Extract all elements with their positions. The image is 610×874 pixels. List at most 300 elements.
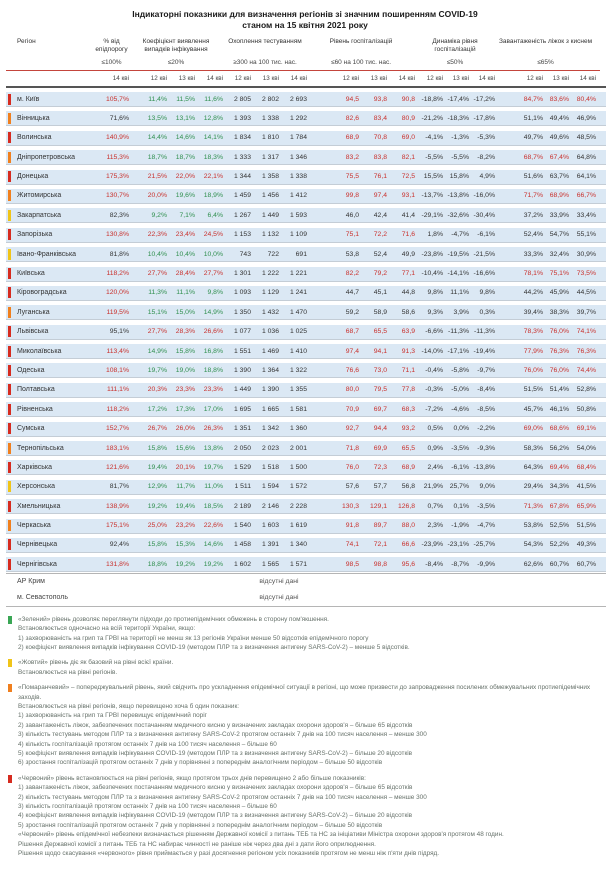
legend-line: 5) коефіцієнт виявлення випадків інфікування COVID-19 (методом ПЛР та з визначення антигену SARS-CoV-2) – більше 20 відсотків [18, 750, 413, 758]
region-name: Черкаська [17, 522, 51, 530]
value-cell: 1 132 [261, 231, 279, 239]
value-cell: 64,8% [576, 153, 596, 161]
level-marker [8, 287, 11, 298]
value-cell: 11,4% [148, 95, 167, 103]
level-marker [8, 501, 11, 512]
header-group-title: % від епідпорогу [95, 38, 128, 53]
region-name: Вінницька [17, 114, 50, 122]
value-cell: 98,8 [373, 560, 387, 568]
legend-line: 3) кількість тестувань методом ПЛР та з визначення антигену SARS-CoV-2 протягом останніх 7 днів на 100 тисяч населення – менше 300 [18, 731, 427, 739]
value-cell: 51,5% [576, 522, 596, 530]
value-cell: 63,7% [549, 173, 569, 181]
header-dates [6, 75, 610, 86]
no-data-row [6, 590, 610, 606]
value-cell: 76,0% [549, 366, 569, 374]
legend-level-marker [8, 775, 12, 783]
table-row-bar [6, 170, 606, 185]
region-name: Кіровоградська [17, 289, 67, 297]
value-cell: 93,8 [373, 95, 387, 103]
table-row [6, 282, 610, 301]
value-cell: 25,7% [449, 483, 469, 491]
value-cell: 74,4% [576, 366, 596, 374]
value-cell: 1 358 [261, 173, 279, 181]
region-name: Житомирська [17, 192, 62, 200]
value-cell: 1 221 [289, 270, 307, 278]
value-cell: 118,2% [106, 405, 129, 413]
value-cell: 77,8 [401, 386, 415, 394]
table-row [6, 418, 610, 437]
value-cell: 51,5% [523, 386, 543, 394]
value-cell: 94,5 [345, 95, 359, 103]
value-cell: 1 459 [233, 192, 251, 200]
value-cell: 71,6% [109, 114, 129, 122]
table-row-bar [6, 460, 606, 475]
value-cell: 72,3 [373, 463, 387, 471]
level-marker [8, 152, 11, 163]
value-cell: 131,8% [105, 560, 129, 568]
region-name: Закарпатська [17, 211, 62, 219]
value-cell: -23,9% [421, 541, 443, 549]
region-name: Миколаївська [17, 347, 62, 355]
value-cell: 71,6 [401, 231, 415, 239]
level-marker [8, 346, 11, 357]
value-cell: -13,8% [447, 192, 469, 200]
no-data-rows [6, 574, 610, 606]
value-cell: 1 410 [289, 347, 307, 355]
value-cell: -4,7% [477, 522, 495, 530]
value-cell: 23,3% [175, 386, 195, 394]
table-row-bar [6, 111, 606, 126]
value-cell: 80,4% [576, 95, 596, 103]
table-row [6, 127, 610, 146]
value-cell: 21,9% [423, 483, 443, 491]
value-cell: 13,5% [147, 114, 167, 122]
value-cell: 1 301 [233, 270, 251, 278]
value-cell: 722 [267, 250, 279, 258]
value-cell: 175,3% [105, 173, 129, 181]
value-cell: 1 109 [289, 231, 307, 239]
table-row [6, 534, 610, 553]
value-cell: 105,7% [105, 95, 129, 103]
table-row [6, 204, 610, 223]
header-date-cell: 12 кві [526, 75, 543, 82]
value-cell: 51,4% [549, 386, 569, 394]
table-row-bar [6, 363, 606, 378]
value-cell: 76,3% [549, 347, 569, 355]
legend-block [8, 683, 600, 768]
value-cell: 33,4% [576, 211, 596, 219]
table-row-bar [6, 92, 606, 107]
value-cell: 1 153 [233, 231, 251, 239]
header-group-title: Завантаженість ліжок з киснем [498, 38, 593, 45]
level-marker [8, 462, 11, 473]
header-date-cell: 14 кві [112, 75, 129, 82]
value-cell: 130,3 [341, 502, 359, 510]
table-row [6, 553, 610, 572]
value-cell: 1 360 [289, 425, 307, 433]
value-cell: -16,6% [473, 270, 495, 278]
level-marker [8, 404, 11, 415]
region-cell [6, 190, 94, 201]
value-cell: 22,6% [203, 522, 223, 530]
value-cell: 1,8% [427, 231, 443, 239]
level-marker [8, 94, 11, 105]
value-cell: 11,1% [450, 289, 469, 297]
value-cell: 69,0% [523, 425, 543, 433]
header-date-cell: 12 кві [342, 75, 359, 82]
legend-level-marker [8, 659, 12, 667]
value-cell: 76,0 [345, 463, 359, 471]
region-name: Дніпропетровська [17, 153, 76, 161]
region-cell [6, 113, 94, 124]
level-marker [8, 384, 11, 395]
no-data-divider-bottom [6, 606, 606, 607]
value-cell: -4,7% [451, 231, 469, 239]
value-cell: 0,0% [453, 425, 469, 433]
region-name: Івано-Франківська [17, 250, 77, 258]
region-cell [6, 94, 94, 105]
value-cell: -9,9% [477, 560, 495, 568]
value-cell: 84,7% [523, 95, 543, 103]
value-cell: 46,1% [549, 405, 569, 413]
region-name: Харківська [17, 463, 52, 471]
level-marker [8, 190, 11, 201]
value-cell: 74,1% [576, 328, 596, 336]
value-cell: 1 619 [289, 522, 307, 530]
value-cell: -0,4% [425, 366, 443, 374]
legend-line: «Зелений» рівень дозволяє переглянути підходи до протиепідемічних обмежень в сторону пом'якшення. [18, 615, 329, 623]
region-cell [6, 404, 94, 415]
value-cell: 83,6% [549, 95, 569, 103]
value-cell: 1 317 [261, 153, 279, 161]
region-cell [6, 365, 94, 376]
no-data-row [6, 574, 610, 590]
value-cell: -3,5% [477, 502, 495, 510]
level-marker [8, 481, 11, 492]
value-cell: 49,3% [576, 541, 596, 549]
value-cell: 1 695 [233, 405, 251, 413]
value-cell: -18,3% [447, 114, 469, 122]
table-row [6, 107, 610, 126]
value-cell: 2 050 [233, 444, 251, 452]
value-cell: -32,6% [447, 211, 469, 219]
value-cell: -23,8% [421, 250, 443, 258]
value-cell: -6,1% [477, 231, 495, 239]
value-cell: 1 338 [261, 114, 279, 122]
value-cell: 13,8% [203, 444, 223, 452]
value-cell: 71,7% [523, 192, 543, 200]
value-cell: 72,5 [401, 173, 415, 181]
value-cell: -17,2% [473, 95, 495, 103]
value-cell: 9,8% [207, 289, 223, 297]
value-cell: 37,2% [523, 211, 543, 219]
value-cell: 94,4 [373, 425, 387, 433]
value-cell: -13,8% [473, 463, 495, 471]
region-cell [6, 326, 94, 337]
value-cell: 26,7% [147, 425, 167, 433]
value-cell: 42,4 [373, 211, 387, 219]
legend-line: 4) коефіцієнт виявлення випадків інфікування COVID-19 (методом ПЛР та з визначення антигену SARS-CoV-2) – більше 20 відсотків [18, 812, 413, 820]
value-cell: 46,9% [576, 114, 596, 122]
value-cell: 21,5% [147, 173, 167, 181]
value-cell: 73,0 [373, 366, 387, 374]
region-name: Донецька [17, 173, 49, 181]
value-cell: 14,9% [147, 347, 167, 355]
value-cell: 77,1 [401, 270, 415, 278]
value-cell: 44,8 [401, 289, 415, 297]
value-cell: 93,1 [401, 192, 415, 200]
value-cell: 38,3% [549, 308, 569, 316]
value-cell: 3,9% [453, 308, 469, 316]
value-cell: 9,8% [479, 289, 495, 297]
legend-block [8, 774, 600, 859]
value-cell: 28,4% [175, 270, 195, 278]
value-cell: 90,8 [401, 95, 415, 103]
value-cell: 130,7% [105, 192, 129, 200]
level-marker [8, 268, 11, 279]
level-marker [8, 539, 11, 550]
region-name: Тернопільська [17, 444, 64, 452]
value-cell: -8,5% [477, 405, 495, 413]
value-cell: -6,6% [425, 328, 443, 336]
value-cell: 2,3% [427, 522, 443, 530]
value-cell: 95,1% [109, 328, 129, 336]
value-cell: 1 241 [289, 289, 307, 297]
value-cell: 52,8% [576, 386, 596, 394]
value-cell: -11,3% [447, 328, 469, 336]
value-cell: 1 093 [233, 289, 251, 297]
table-row-bar [6, 499, 606, 514]
value-cell: 22,3% [147, 231, 167, 239]
header-group-title: Охоплення тестуванням [228, 38, 302, 45]
value-cell: 1 344 [233, 173, 251, 181]
region-name: Полтавська [17, 386, 55, 394]
value-cell: 71,1 [401, 366, 415, 374]
value-cell: 1 602 [233, 560, 251, 568]
value-cell: 113,4% [106, 347, 129, 355]
page-title [0, 9, 610, 31]
value-cell: 20,1% [175, 463, 195, 471]
no-data-note: відсутні дані [259, 594, 299, 602]
region-name: м. Київ [17, 95, 40, 103]
table-row-bar [6, 325, 606, 340]
indicators-table [0, 38, 610, 607]
legend-line: 6) зростання госпіталізацій протягом останніх 7 днів у порівнянні з попереднім аналогічним періодом – більше 50 відсотків [18, 759, 383, 767]
table-row [6, 340, 610, 359]
table-row [6, 301, 610, 320]
value-cell: 26,0% [175, 425, 195, 433]
value-cell: 19,2% [147, 502, 167, 510]
value-cell: 1 390 [261, 386, 279, 394]
header-date-cell: 13 кві [178, 75, 195, 82]
header-thresholds [6, 59, 610, 66]
value-cell: 60,7% [576, 560, 596, 568]
value-cell: 14,6% [203, 541, 223, 549]
table-row [6, 456, 610, 475]
value-cell: 1 393 [233, 114, 251, 122]
value-cell: 743 [239, 250, 251, 258]
value-cell: 41,5% [576, 483, 596, 491]
value-cell: 48,5% [576, 134, 596, 142]
value-cell: 6,4% [207, 211, 223, 219]
value-cell: -19,5% [447, 250, 469, 258]
region-name: Одеська [17, 366, 45, 374]
legend-line: 1) завантаженість ліжок, забезпечених постачанням медичного кисню у визначених закладах охорони здоров'я – більше 65 відсотків [18, 784, 413, 792]
region-cell [6, 268, 94, 279]
value-cell: 1 036 [261, 328, 279, 336]
value-cell: 14,6% [175, 134, 195, 142]
value-cell: 18,7% [147, 153, 167, 161]
value-cell: 88,0 [401, 522, 415, 530]
value-cell: 2 802 [261, 95, 279, 103]
value-cell: 33,9% [549, 211, 569, 219]
value-cell: 30,9% [576, 250, 596, 258]
value-cell: 18,7% [175, 153, 195, 161]
value-cell: 52,5% [549, 522, 569, 530]
value-cell: 27,7% [147, 270, 167, 278]
value-cell: 68,9 [345, 134, 359, 142]
value-cell: 15,3% [175, 541, 195, 549]
value-cell: 45,9% [549, 289, 569, 297]
value-cell: 17,3% [175, 405, 195, 413]
value-cell: 15,5% [423, 173, 443, 181]
value-cell: 49,4% [549, 114, 569, 122]
value-cell: 1 340 [289, 541, 307, 549]
value-cell: 1 810 [261, 134, 279, 142]
table-body [6, 88, 610, 573]
value-cell: 1 518 [261, 463, 279, 471]
value-cell: 129,1 [369, 502, 387, 510]
header-date-cell: 12 кві [150, 75, 167, 82]
value-cell: 52,2% [549, 541, 569, 549]
legend-line: «Червоний» рівень встановлюється на рівні регіонів, якщо протягом трьох днів перевищено 2 або більше показників: [18, 774, 366, 782]
value-cell: 68,7 [345, 328, 359, 336]
table-row [6, 263, 610, 282]
value-cell: 1 342 [261, 425, 279, 433]
value-cell: 1 222 [261, 270, 279, 278]
legend-line: 4) кількість госпіталізацій протягом останніх 7 днів на 100 тисяч населення – більше 60 [18, 740, 277, 748]
value-cell: 75,1% [549, 270, 569, 278]
threshold-underline [6, 70, 600, 71]
header-group-title: Рівень госпіталізацій [329, 38, 393, 45]
region-cell [6, 229, 94, 240]
value-cell: 78,1% [523, 270, 543, 278]
value-cell: 68,6% [549, 425, 569, 433]
value-cell: 75,5 [345, 173, 359, 181]
region-cell [6, 152, 94, 163]
value-cell: 15,8% [449, 173, 469, 181]
legend-line: «Помаранчевий» – попереджувальний рівень, який свідчить про ускладнення епідемічної ситуації в регіоні, що може призвести до запровадження посилених обмежувальних протиепідемічних заходів. [18, 684, 591, 701]
value-cell: -1,9% [451, 522, 469, 530]
value-cell: 1 346 [289, 153, 307, 161]
legend-line: Встановлюється одночасно на всій території України, якщо: [18, 625, 196, 633]
value-cell: 1 500 [289, 463, 307, 471]
value-cell: 1 540 [233, 522, 251, 530]
value-cell: -18,8% [421, 95, 443, 103]
value-cell: 14,1% [203, 134, 223, 142]
value-cell: 68,9 [401, 463, 415, 471]
table-row-bar [6, 422, 606, 437]
value-cell: 26,6% [203, 328, 223, 336]
value-cell: 1 025 [289, 328, 307, 336]
level-marker [8, 443, 11, 454]
value-cell: 19,2% [175, 560, 195, 568]
value-cell: 70,9 [345, 405, 359, 413]
header-date-cell: 14 кві [290, 75, 307, 82]
region-cell [6, 132, 94, 143]
value-cell: 15,8% [175, 347, 195, 355]
header-date-cell: 13 кві [552, 75, 569, 82]
header-date-cell: 12 кві [426, 75, 443, 82]
value-cell: 2 228 [289, 502, 307, 510]
value-cell: 19,0% [175, 366, 195, 374]
value-cell: 89,7 [373, 522, 387, 530]
level-marker [8, 171, 11, 182]
page-title-line2: станом на 15 квітня 2021 року [242, 20, 368, 30]
table-row [6, 185, 610, 204]
legend-line: Встановлюється на рівні регіонів, якщо перевищено хоча б один показник: [18, 703, 240, 711]
region-name: Сумська [17, 425, 45, 433]
value-cell: 1 551 [233, 347, 251, 355]
value-cell: -6,1% [451, 463, 469, 471]
value-cell: -4,6% [451, 405, 469, 413]
value-cell: -1,3% [451, 134, 469, 142]
value-cell: 1 077 [233, 328, 251, 336]
value-cell: -4,1% [425, 134, 443, 142]
value-cell: 60,7% [549, 560, 569, 568]
table-row [6, 359, 610, 378]
value-cell: 130,8% [105, 231, 129, 239]
value-cell: 1 267 [233, 211, 251, 219]
value-cell: 111,1% [106, 386, 129, 394]
value-cell: 2 146 [261, 502, 279, 510]
legend-block [8, 658, 600, 677]
region-cell [6, 520, 94, 531]
region-cell [6, 559, 94, 570]
value-cell: 1 333 [233, 153, 251, 161]
value-cell: 51,6% [523, 173, 543, 181]
value-cell: 69,1% [576, 425, 596, 433]
region-cell [6, 501, 94, 512]
value-cell: 80,9 [401, 114, 415, 122]
value-cell: -10,4% [421, 270, 443, 278]
value-cell: 79,2 [373, 270, 387, 278]
value-cell: 65,5 [401, 444, 415, 452]
value-cell: 2 805 [233, 95, 251, 103]
page-title-line1: Індикаторні показники для визначення регіонів зі значним поширенням COVID-19 [132, 9, 478, 19]
region-name: Запорізька [17, 231, 53, 239]
value-cell: -17,1% [447, 347, 469, 355]
value-cell: 56,8 [401, 483, 415, 491]
value-cell: 19,6% [175, 192, 195, 200]
region-name: Херсонська [17, 483, 56, 491]
table-row-bar [6, 519, 606, 534]
value-cell: 1 350 [233, 308, 251, 316]
value-cell: 11,1% [176, 289, 195, 297]
value-cell: 27,7% [203, 270, 223, 278]
table-row-bar [6, 267, 606, 282]
value-cell: 82,2 [345, 270, 359, 278]
value-cell: 12,8% [203, 114, 223, 122]
value-cell: 1 603 [261, 522, 279, 530]
value-cell: -9,3% [477, 444, 495, 452]
value-cell: 0,5% [427, 425, 443, 433]
value-cell: 1 665 [261, 405, 279, 413]
value-cell: -5,5% [451, 153, 469, 161]
region-name: АР Крим [17, 578, 45, 586]
value-cell: 18,8% [147, 560, 167, 568]
table-row [6, 224, 610, 243]
